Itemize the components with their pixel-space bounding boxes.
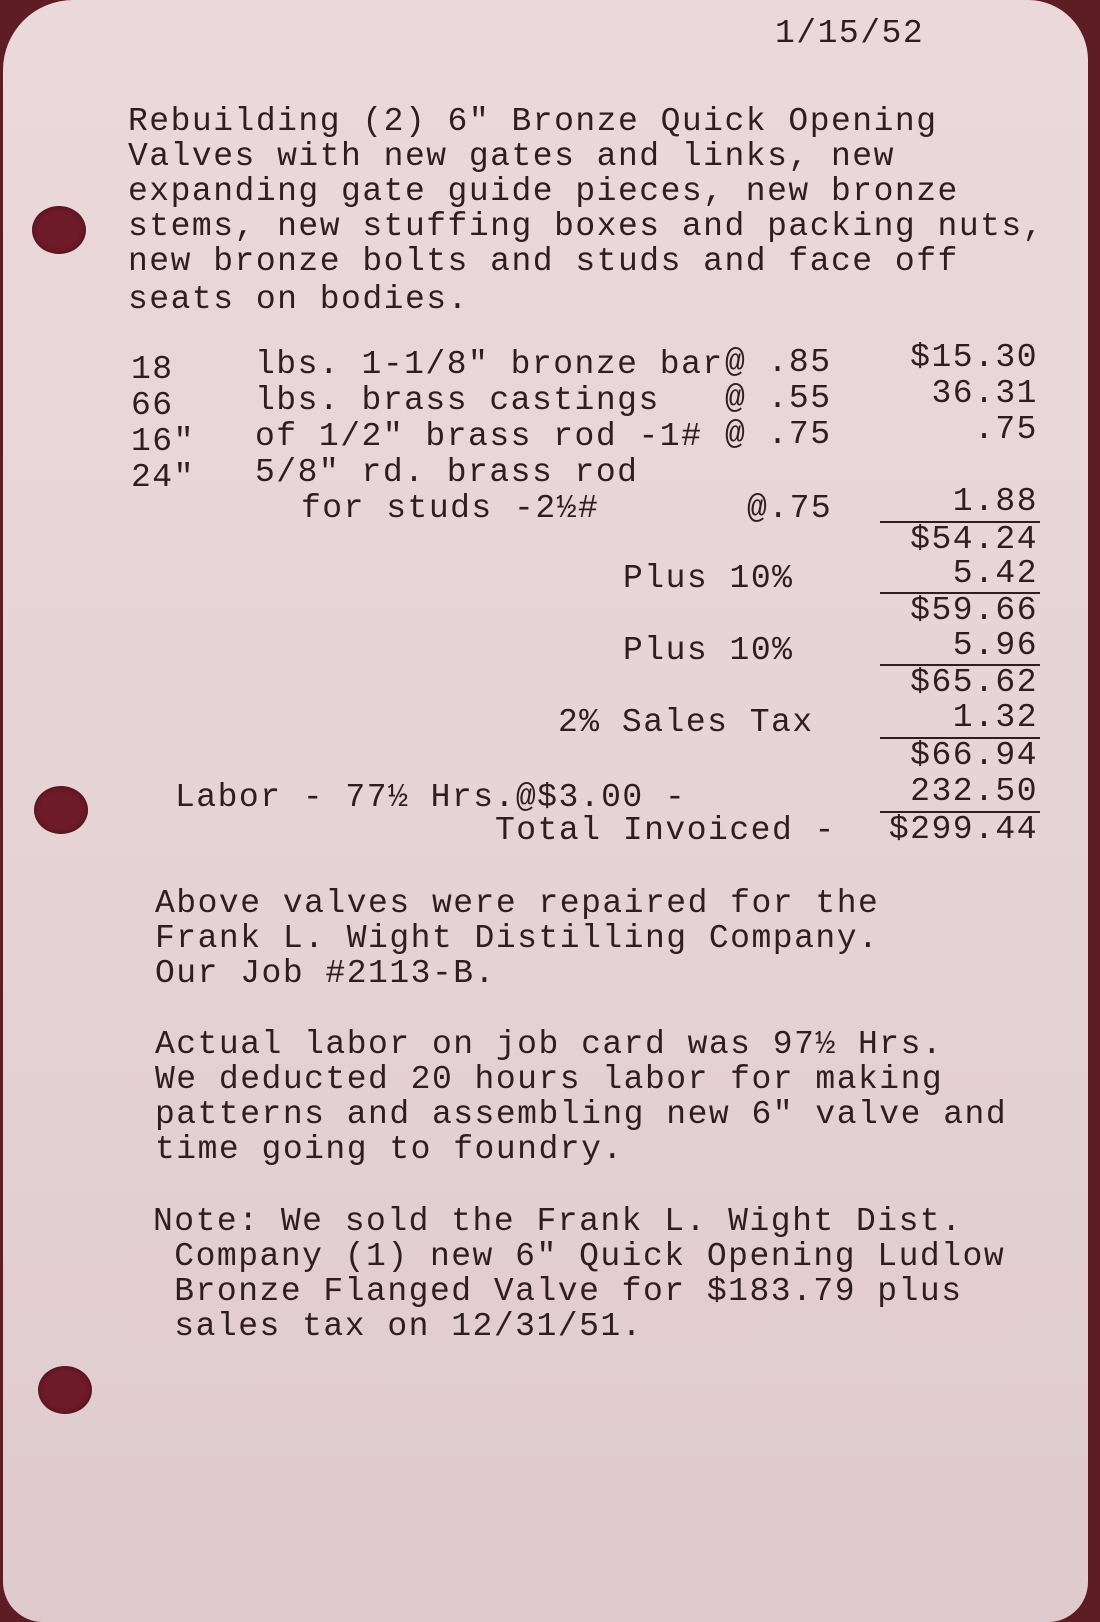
- subtotal: $54.24: [910, 521, 1038, 558]
- markup-label: Plus 10%: [623, 560, 794, 597]
- tax-amount: 1.32: [952, 699, 1038, 736]
- date: 1/15/52: [775, 15, 925, 52]
- material-rate: @ .75: [725, 416, 832, 453]
- tax-label: 2% Sales Tax: [558, 704, 814, 741]
- total-amount: $299.44: [888, 811, 1038, 848]
- note-line: Note: We sold the Frank L. Wight Dist.: [153, 1203, 963, 1240]
- markup-amount: 5.42: [952, 555, 1038, 592]
- material-item: lbs. 1-1/8" bronze bar: [255, 346, 724, 383]
- note-line: Our Job #2113-B.: [155, 955, 496, 992]
- note-line: Frank L. Wight Distilling Company.: [155, 920, 880, 957]
- material-amount: 36.31: [931, 375, 1038, 412]
- note-line: sales tax on 12/31/51.: [153, 1308, 643, 1345]
- note-line: Actual labor on job card was 97½ Hrs.: [155, 1026, 944, 1063]
- material-amount: .75: [974, 411, 1038, 448]
- material-rate: @ .55: [725, 380, 832, 417]
- note-line: Bronze Flanged Valve for $183.79 plus: [153, 1273, 963, 1310]
- punch-hole-bottom: [38, 1366, 92, 1414]
- description-line: Valves with new gates and links, new: [128, 138, 895, 175]
- material-amount: $15.30: [910, 339, 1038, 376]
- material-qty: 16": [131, 423, 195, 460]
- note-line: Company (1) new 6" Quick Opening Ludlow: [153, 1238, 1006, 1275]
- note-line: We deducted 20 hours labor for making: [155, 1061, 944, 1098]
- description-line: Rebuilding (2) 6" Bronze Quick Opening: [128, 103, 938, 140]
- description-line: expanding gate guide pieces, new bronze: [128, 173, 959, 210]
- punch-hole-top: [32, 206, 86, 254]
- material-qty: 66: [131, 387, 174, 424]
- note-line: time going to foundry.: [155, 1131, 624, 1168]
- labor-label: Labor - 77½ Hrs.@$3.00 -: [175, 779, 687, 816]
- material-qty: 18: [131, 351, 174, 388]
- punch-hole-middle: [34, 786, 88, 834]
- material-rate: @ .85: [725, 344, 832, 381]
- invoice-card: [3, 0, 1088, 1622]
- note-line: patterns and assembling new 6" valve and: [155, 1096, 1008, 1133]
- material-rate: @.75: [747, 490, 833, 527]
- markup-label: Plus 10%: [623, 632, 794, 669]
- labor-amount: 232.50: [910, 773, 1038, 810]
- subtotal: $59.66: [910, 592, 1038, 629]
- material-item: lbs. brass castings: [255, 382, 660, 419]
- description-line: seats on bodies.: [128, 281, 469, 318]
- subtotal: $65.62: [910, 664, 1038, 701]
- description-line: new bronze bolts and studs and face off: [128, 243, 959, 280]
- note-line: Above valves were repaired for the: [155, 885, 880, 922]
- material-amount: 1.88: [952, 483, 1038, 520]
- material-qty: 24": [131, 459, 195, 496]
- subtotal: $66.94: [910, 737, 1038, 774]
- total-label: Total Invoiced -: [495, 812, 836, 849]
- description-line: stems, new stuffing boxes and packing nuts,: [128, 208, 1045, 245]
- material-item: of 1/2" brass rod -1#: [255, 418, 703, 455]
- material-item: 5/8" rd. brass rod: [255, 454, 639, 491]
- material-item-continued: for studs -2½#: [301, 490, 600, 527]
- markup-amount: 5.96: [952, 627, 1038, 664]
